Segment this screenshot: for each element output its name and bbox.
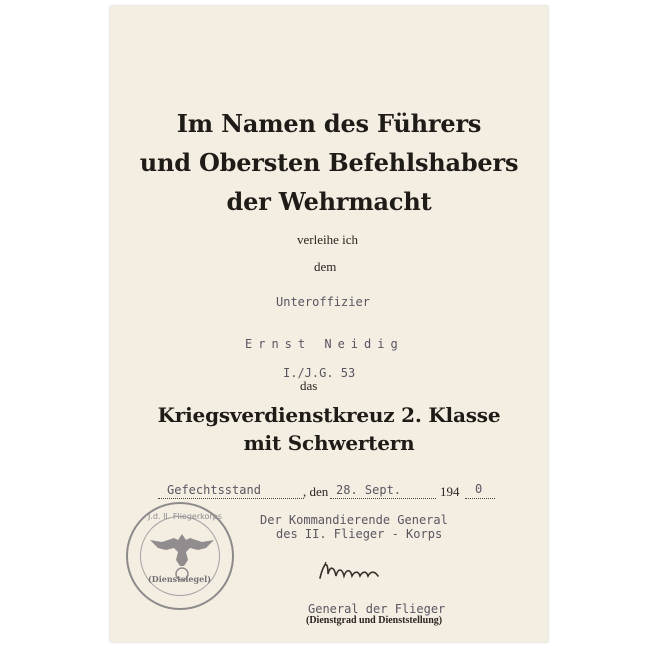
place-dotted-line xyxy=(158,498,304,499)
date-typed: 28. Sept. xyxy=(336,483,402,497)
eagle-emblem-icon xyxy=(128,504,236,612)
commander-line-2: des II. Flieger - Korps xyxy=(276,527,443,541)
year-suffix-typed: 0 xyxy=(475,482,483,496)
dem-text: dem xyxy=(314,259,337,274)
title-line-1: Im Namen des Führers xyxy=(176,109,482,138)
title-line-2: und Obersten Befehlshabers xyxy=(139,148,519,177)
rank-typed: Unteroffizier xyxy=(276,295,370,309)
signer-rank-typed: General der Flieger xyxy=(308,602,446,616)
seal-ring-text: J.d. II. Fliegerkorps xyxy=(148,512,222,521)
year-prefix: 194 xyxy=(440,484,460,499)
verleihe-text: verleihe ich xyxy=(297,232,358,247)
year-dotted-line xyxy=(465,498,495,499)
award-line-2: mit Schwertern xyxy=(243,431,415,455)
place-typed: Gefechtsstand xyxy=(167,483,261,497)
das-text: das xyxy=(300,378,318,393)
certificate-sheet xyxy=(110,6,548,642)
title-line-3: der Wehrmacht xyxy=(226,187,432,216)
date-dotted-line xyxy=(330,498,436,499)
seal-label: (Dienstsiegel) xyxy=(148,574,212,584)
commander-line-1: Der Kommandierende General xyxy=(260,513,448,527)
den-text: , den xyxy=(303,484,329,499)
unit-typed: I./J.G. 53 xyxy=(283,366,356,380)
recipient-name-typed: Ernst Neidig xyxy=(245,337,404,351)
handwritten-signature xyxy=(316,556,386,586)
award-line-1: Kriegsverdienstkreuz 2. Klasse xyxy=(157,403,501,427)
official-seal xyxy=(126,502,234,610)
signer-caption: (Dienstgrad und Dienststellung) xyxy=(306,615,443,626)
